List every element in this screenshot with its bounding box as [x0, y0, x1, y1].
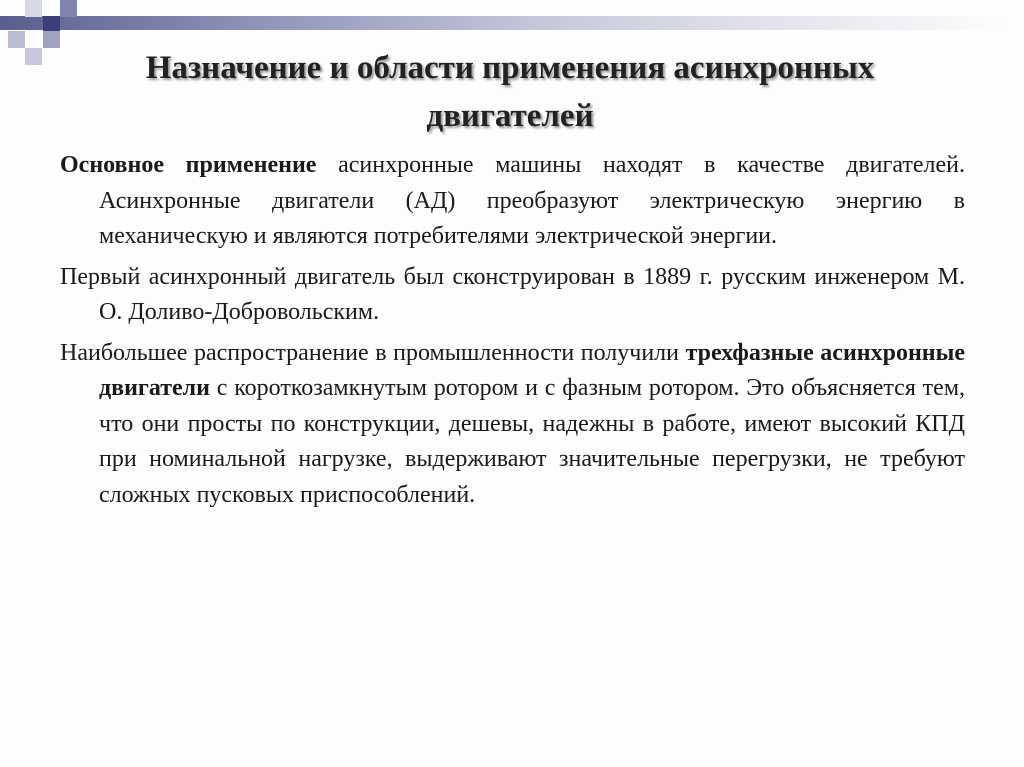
- paragraph-main-application: [60, 148, 965, 255]
- paragraph-text: с короткозамкнутым ротором и с фазным ротором. Это объясняется тем, что они просты по конструкции, дешевы, надежны в работе, имеют высокий КПД при номинальной нагрузке, выдерживают значительные перегрузки, не требуют сложных пусковых приспособлений.: [99, 375, 965, 508]
- decorative-square: [8, 31, 25, 48]
- decorative-square: [43, 31, 60, 48]
- decorative-square: [60, 0, 77, 17]
- header-gradient-band: [0, 16, 1024, 30]
- decorative-square: [25, 48, 42, 65]
- paragraph-text: асинхронные машины находят в качестве двигателей. Асинхронные двигатели (АД) преобразуют электрическую энергию в механическую и являются потребителями электрической энергии.: [99, 152, 965, 249]
- paragraph-first-motor: [60, 260, 965, 331]
- bold-term: трехфазные асинхронные двигатели: [99, 339, 966, 401]
- paragraph-text: Первый асинхронный двигатель был сконструирован в 1889 г. русским инженером М. О. Доливо-Добровольским.: [60, 263, 965, 325]
- slide-body: [60, 148, 965, 518]
- bold-lead: Основное применение: [60, 152, 317, 178]
- slide-title: Назначение и области применения асинхронных двигателей: [145, 50, 875, 134]
- decorative-square: [25, 0, 42, 17]
- paragraph-text: Наибольшее распространение в промышленности получили: [60, 339, 686, 366]
- paragraph-three-phase: [60, 336, 965, 514]
